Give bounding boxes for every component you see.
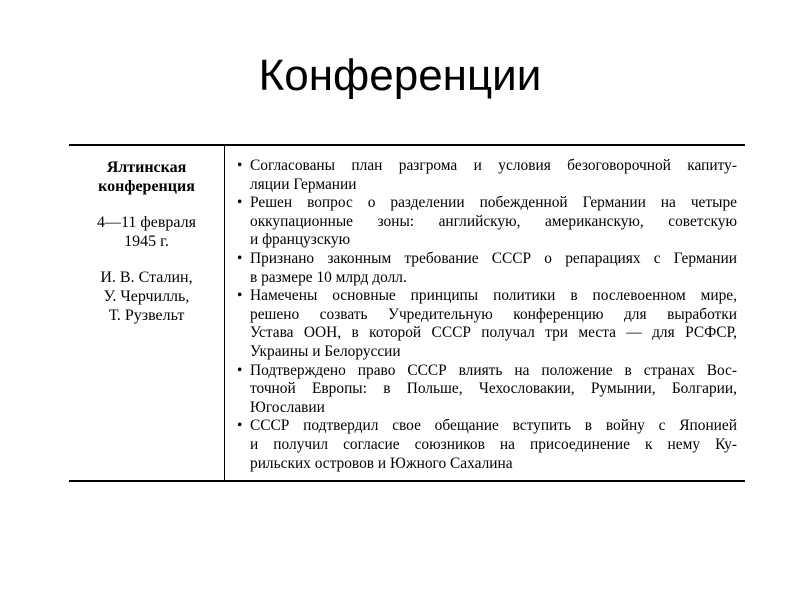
decision-line: ляции Германии <box>250 175 357 193</box>
decision-item <box>237 194 737 250</box>
decision-line: Подтверждено право СССР влиять на положение в странах Вос- <box>250 361 737 379</box>
decision-line: в размере 10 млрд долл. <box>250 268 407 286</box>
slide-title: Конференции <box>258 51 542 100</box>
conference-date-line: 1945 г. <box>124 233 169 250</box>
decision-item <box>237 250 737 287</box>
decision-line: Признано законным требование СССР о репарациях с Германии <box>250 249 737 267</box>
decision-line: СССР подтвердил свое обещание вступить в войну с Японией <box>250 417 737 435</box>
decision-line: Украины и Белоруссии <box>250 342 401 360</box>
conference-name-line: конференция <box>98 178 195 195</box>
conference-name <box>69 158 224 196</box>
bullet-icon: • <box>237 361 243 379</box>
conference-info-cell <box>69 146 225 480</box>
decision-line: рильских островов и Южного Сахалина <box>250 454 513 472</box>
decision-item <box>237 157 737 194</box>
conference-participants <box>69 268 224 325</box>
decision-line: точной Европы: в Польше, Чехословакии, Румынии, Болгарии, <box>250 380 737 398</box>
decision-line: решено созвать Учредительную конференцию для выработки <box>250 305 737 323</box>
decision-item <box>237 417 737 473</box>
participant: И. В. Сталин, <box>100 269 193 286</box>
bullet-icon: • <box>237 417 243 435</box>
conference-name-line: Ялтинская <box>106 159 187 176</box>
decision-line: и получил согласие союзников на присоединение к нему Ку- <box>250 435 737 453</box>
conference-dates <box>69 213 224 251</box>
conference-date-line: 4—11 февраля <box>96 214 196 231</box>
decision-line: Устава ООН, в которой СССР получал три места — для РСФСР, <box>250 324 737 342</box>
decision-line: Намечены основные принципы политики в послевоенном мире, <box>250 287 737 305</box>
participant: У. Черчилль, <box>103 288 190 305</box>
decision-item <box>237 287 737 361</box>
decisions-list <box>237 157 737 473</box>
bullet-icon: • <box>237 157 243 174</box>
decision-line: и французскую <box>250 231 351 249</box>
decision-item <box>237 362 737 418</box>
decision-line: оккупационные зоны: английскую, американскую, советскую <box>250 212 737 230</box>
decision-line: Югославии <box>250 398 325 416</box>
decision-line: Решен вопрос о разделении побежденной Германии на четыре <box>250 194 737 212</box>
conference-table <box>69 144 745 482</box>
participant: Т. Рузвельт <box>108 307 185 324</box>
decisions-cell <box>227 146 743 480</box>
decision-line: Согласованы план разгрома и условия безоговорочной капиту- <box>250 157 737 174</box>
bullet-icon: • <box>237 287 243 305</box>
bullet-icon: • <box>237 249 243 267</box>
bullet-icon: • <box>237 194 243 212</box>
